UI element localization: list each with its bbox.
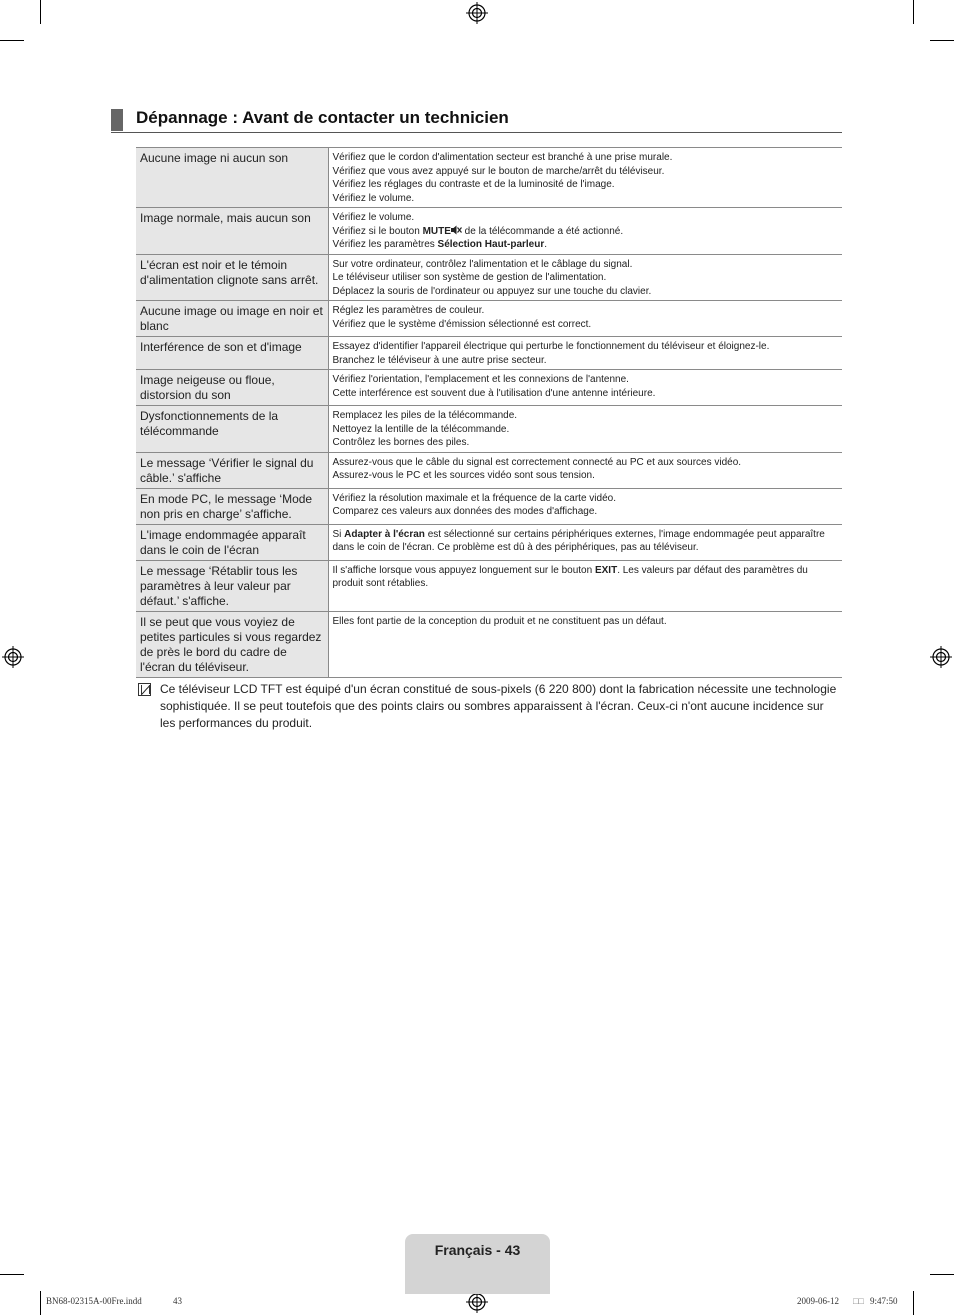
table-row bbox=[136, 452, 842, 488]
table-row bbox=[136, 488, 842, 524]
slug-time: 9:47:50 bbox=[870, 1296, 898, 1306]
solution-cell bbox=[328, 337, 842, 370]
solution-line: Si Adapter à l'écran est sélectionné sur certains périphériques externes, l'image endommagée peut apparaître dans le coin de l'écran. Ce problème est dû à des périphériques, pas au téléviseur. bbox=[332, 528, 825, 553]
symptom-cell: L'écran est noir et le témoin d'alimentation clignote sans arrêt. bbox=[136, 254, 328, 301]
crop-mark-bottom-right-h bbox=[930, 1274, 954, 1275]
solution-line: Vérifiez l'orientation, l'emplacement et les connexions de l'antenne. bbox=[332, 374, 629, 385]
speaker-setting-label: Sélection Haut-parleur bbox=[437, 239, 545, 250]
solution-line: Elles font partie de la conception du produit et ne constituent pas un défaut. bbox=[332, 615, 667, 627]
mute-button-label: MUTE bbox=[422, 225, 451, 237]
symptom-cell: Image neigeuse ou floue, distorsion du son bbox=[136, 370, 328, 406]
page-number-label: Français - 43 bbox=[434, 1242, 521, 1258]
solution-cell bbox=[328, 611, 842, 677]
table-row bbox=[136, 611, 842, 677]
slug-date: 2009-06-12 bbox=[797, 1296, 839, 1306]
crop-mark-top-right-h bbox=[930, 40, 954, 41]
solution-cell bbox=[328, 208, 842, 255]
solution-cell bbox=[328, 254, 842, 301]
symptom-cell: Image normale, mais aucun son bbox=[136, 208, 328, 255]
heading-bar bbox=[111, 109, 123, 131]
adapter-setting-label: Adapter à l'écran bbox=[344, 528, 425, 540]
solution-line: Le téléviseur utiliser son système de gestion de l'alimentation. bbox=[332, 272, 607, 283]
table-row bbox=[136, 148, 842, 208]
table-row bbox=[136, 208, 842, 255]
solution-cell bbox=[328, 148, 842, 208]
solution-line: Essayez d'identifier l'appareil électrique qui perturbe le fonctionnement du téléviseur et éloignez-le. bbox=[332, 341, 770, 352]
crop-mark-top-right-v bbox=[913, 0, 914, 24]
table-row bbox=[136, 524, 842, 560]
solution-line: Sur votre ordinateur, contrôlez l'alimentation et le câblage du signal. bbox=[332, 258, 633, 270]
symptom-cell: Il se peut que vous voyiez de petites particules si vous regardez de près le bord du cadre de l'écran du téléviseur. bbox=[136, 611, 328, 677]
section-heading bbox=[111, 108, 842, 133]
symptom-cell: En mode PC, le message ‘Mode non pris en charge’ s'affiche. bbox=[136, 488, 328, 524]
crop-mark-bottom-left-v bbox=[40, 1291, 41, 1315]
table-row bbox=[136, 370, 842, 406]
registration-mark-icon bbox=[2, 646, 24, 668]
crop-mark-bottom-left-h bbox=[0, 1274, 24, 1275]
solution-line: Réglez les paramètres de couleur. bbox=[332, 305, 485, 316]
solution-cell bbox=[328, 370, 842, 406]
table-row bbox=[136, 337, 842, 370]
solution-line: Comparez ces valeurs aux données des modes d'affichage. bbox=[332, 506, 598, 517]
solution-line: Vérifiez que vous avez appuyé sur le bouton de marche/arrêt du téléviseur. bbox=[332, 165, 665, 177]
page-number-tab bbox=[405, 1234, 550, 1294]
solution-line: Vérifiez que le système d'émission sélectionné est correct. bbox=[332, 318, 592, 330]
solution-line: Cette interférence est souvent due à l'utilisation d'une antenne intérieure. bbox=[332, 387, 656, 399]
symptom-cell: Le message ‘Rétablir tous les paramètres à leur valeur par défaut.’ s'affiche. bbox=[136, 560, 328, 611]
solution-line: Vérifiez la résolution maximale et la fréquence de la carte vidéo. bbox=[332, 492, 616, 504]
solution-line: Déplacez la souris de l'ordinateur ou appuyez sur une touche du clavier. bbox=[332, 285, 652, 297]
note-icon bbox=[138, 683, 151, 696]
symptom-cell: Dysfonctionnements de la télécommande bbox=[136, 406, 328, 453]
symptom-cell: Aucune image ou image en noir et blanc bbox=[136, 301, 328, 337]
solution-cell bbox=[328, 452, 842, 488]
table-row bbox=[136, 254, 842, 301]
note-text: Ce téléviseur LCD TFT est équipé d'un écran constitué de sous-pixels (6 220 800) dont la fabrication nécessite une technologie sophistiquée. Il se peut toutefois que des points clairs ou sombres apparaissent à l'écran. Ceux-ci n'ont aucune incidence sur les performances du produit. bbox=[160, 682, 837, 730]
solution-line: Vérifiez si le bouton MUTE de la télécommande a été actionné. bbox=[332, 225, 624, 237]
solution-line: Remplacez les piles de la télécommande. bbox=[332, 410, 518, 421]
registration-mark-icon bbox=[930, 646, 952, 668]
table-row bbox=[136, 406, 842, 453]
solution-line: Assurez-vous le PC et les sources vidéo sont sous tension. bbox=[332, 470, 595, 481]
solution-line: Contrôlez les bornes des piles. bbox=[332, 437, 470, 448]
crop-mark-bottom-right-v bbox=[913, 1291, 914, 1315]
crop-mark-top-left-h bbox=[0, 40, 24, 41]
solution-line: Vérifiez le volume. bbox=[332, 212, 415, 223]
solution-line: Vérifiez que le cordon d'alimentation secteur est branché à une prise murale. bbox=[332, 152, 673, 163]
solution-cell bbox=[328, 301, 842, 337]
solution-cell bbox=[328, 524, 842, 560]
registration-mark-icon bbox=[466, 1291, 488, 1313]
solution-line: Nettoyez la lentille de la télécommande. bbox=[332, 423, 510, 435]
table-row bbox=[136, 560, 842, 611]
table-row bbox=[136, 301, 842, 337]
symptom-cell: Le message ‘Vérifier le signal du câble.’ s'affiche bbox=[136, 452, 328, 488]
slug-file-name: BN68-02315A-00Fre.indd bbox=[46, 1296, 142, 1306]
solution-cell bbox=[328, 560, 842, 611]
solution-cell bbox=[328, 406, 842, 453]
solution-line: Vérifiez le volume. bbox=[332, 192, 415, 204]
symptom-cell: L'image endommagée apparaît dans le coin de l'écran bbox=[136, 524, 328, 560]
mute-speaker-icon bbox=[451, 225, 462, 235]
slug-page-number: 43 bbox=[173, 1296, 182, 1306]
exit-button-label: EXIT bbox=[594, 564, 618, 576]
note-block bbox=[136, 681, 842, 732]
solution-line: Branchez le téléviseur à une autre prise secteur. bbox=[332, 354, 547, 366]
registration-mark-icon bbox=[466, 2, 488, 24]
symptom-cell: Interférence de son et d'image bbox=[136, 337, 328, 370]
solution-line: Il s'affiche lorsque vous appuyez longuement sur le bouton EXIT. Les valeurs par défaut des paramètres du produit sont rétablies. bbox=[332, 564, 808, 589]
solution-line: Assurez-vous que le câble du signal est correctement connecté au PC et aux sources vidéo. bbox=[332, 456, 742, 468]
solution-line: Vérifiez les paramètres Sélection Haut-parleur. bbox=[332, 239, 548, 250]
solution-line: Vérifiez les réglages du contraste et de la luminosité de l'image. bbox=[332, 179, 615, 190]
solution-cell bbox=[328, 488, 842, 524]
slug-date-glyphs: □□ bbox=[853, 1296, 864, 1306]
troubleshooting-table bbox=[136, 147, 842, 678]
page-title: Dépannage : Avant de contacter un technicien bbox=[136, 108, 509, 127]
crop-mark-top-left-v bbox=[40, 0, 41, 24]
symptom-cell: Aucune image ni aucun son bbox=[136, 148, 328, 208]
